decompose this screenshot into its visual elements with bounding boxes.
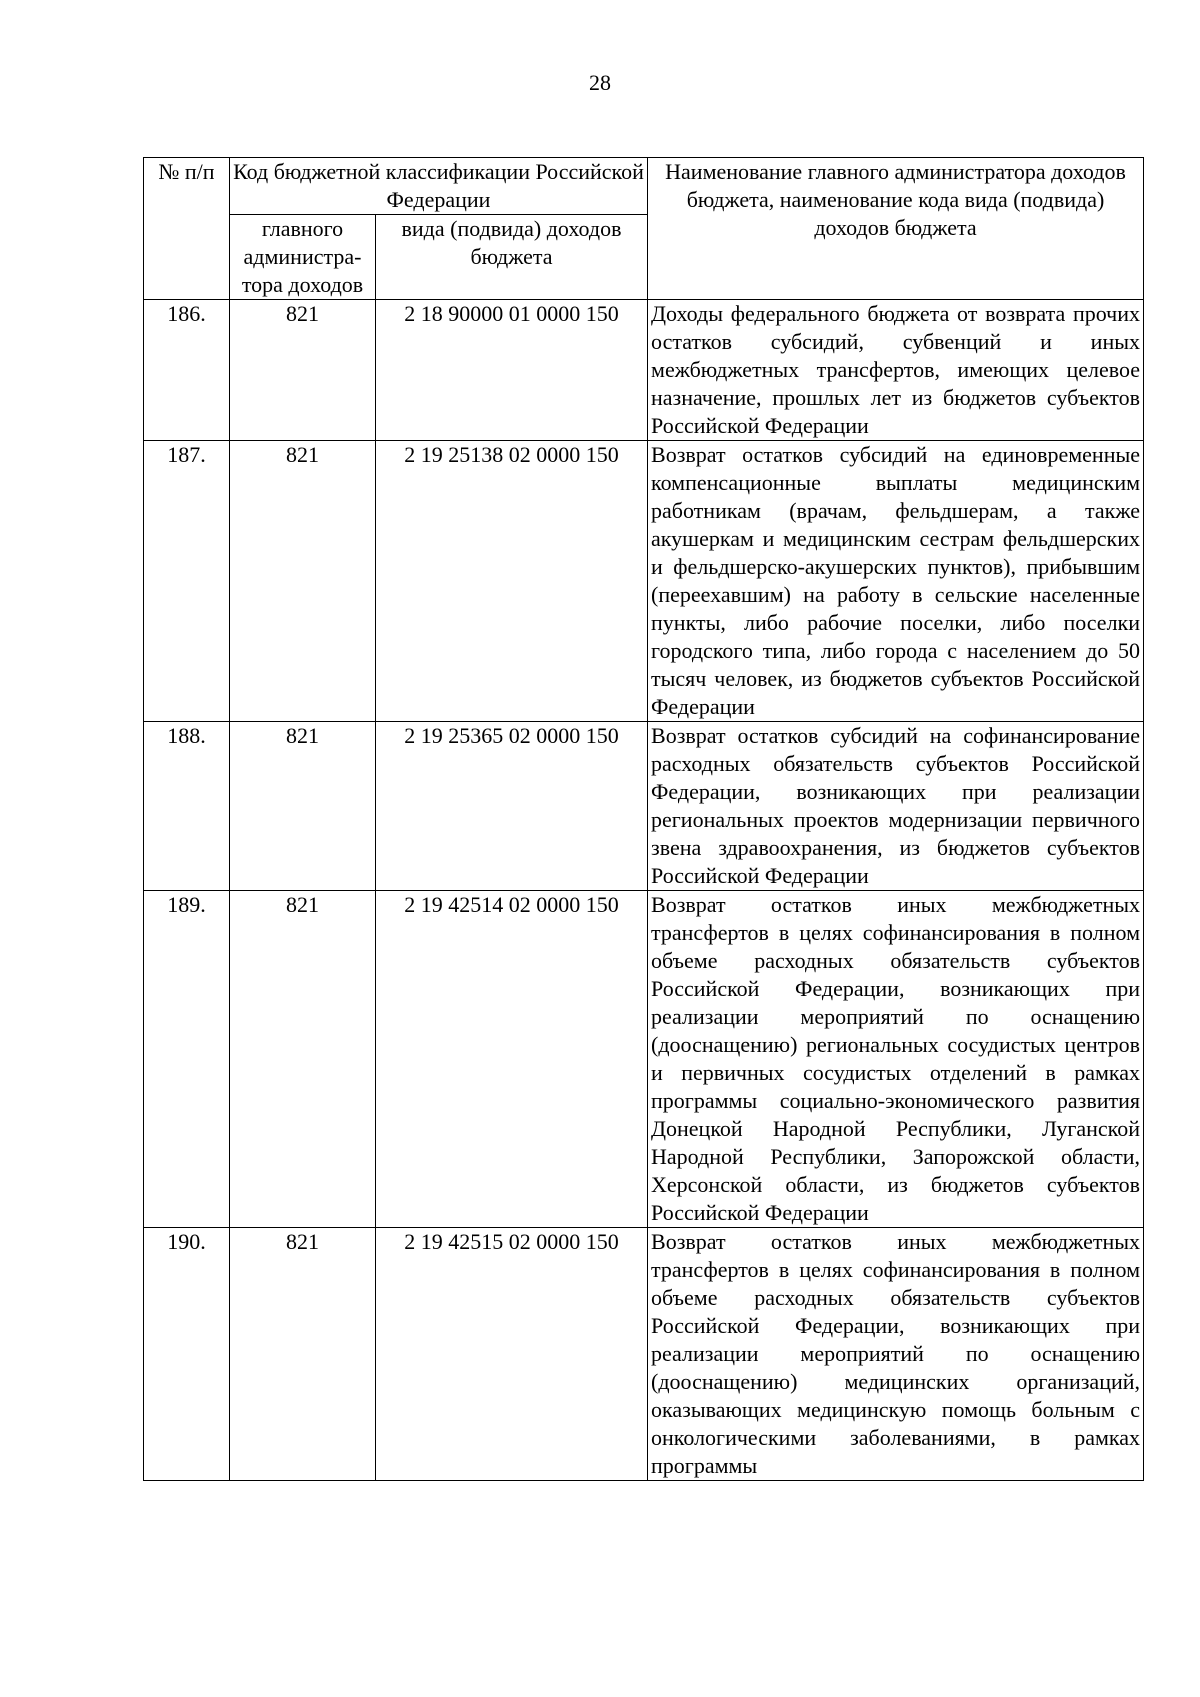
table-row <box>144 1228 1144 1481</box>
page-number: 28 <box>589 70 611 95</box>
table-header <box>144 158 1144 300</box>
table-row <box>144 300 1144 441</box>
header-kind: вида (подвида) доходов бюджета <box>376 215 648 300</box>
row-admin-code: 821 <box>230 891 376 1228</box>
row-admin-code: 821 <box>230 722 376 891</box>
row-name: Возврат остатков иных межбюджетных трансфертов в целях софинансирования в полном объеме расходных обязательств субъектов Российской Федерации, возникающих при реализации мероприятий по оснащению (дооснащению) региональных сосудистых центров и первичных сосудистых отделений в рамках программы социально-экономического развития Донецкой Народной Республики, Луганской Народной Республики, Запорожской области, Херсонской области, из бюджетов субъектов Российской Федерации <box>648 891 1144 1228</box>
row-number: 186. <box>144 300 230 441</box>
header-name: Наименование главного администратора доходов бюджета, наименование кода вида (подвида) доходов бюджета <box>648 158 1144 300</box>
budget-classification-table <box>143 157 1144 1481</box>
row-income-code: 2 19 42515 02 0000 150 <box>376 1228 648 1481</box>
row-number: 187. <box>144 441 230 722</box>
row-number: 190. <box>144 1228 230 1481</box>
header-code-group: Код бюджетной классификации Российской Федерации <box>230 158 648 215</box>
table-row <box>144 891 1144 1228</box>
row-admin-code: 821 <box>230 441 376 722</box>
row-admin-code: 821 <box>230 300 376 441</box>
row-name: Возврат остатков субсидий на единовременные компенсационные выплаты медицинским работникам (врачам, фельдшерам, а также акушеркам и медицинским сестрам фельдшерских и фельдшерско-акушерских пунктов), прибывшим (переехавшим) на работу в сельские населенные пункты, либо рабочие поселки, либо поселки городского типа, либо города с населением до 50 тысяч человек, из бюджетов субъектов Российской Федерации <box>648 441 1144 722</box>
header-number: № п/п <box>144 158 230 300</box>
table-row <box>144 441 1144 722</box>
row-income-code: 2 19 25138 02 0000 150 <box>376 441 648 722</box>
row-income-code: 2 19 25365 02 0000 150 <box>376 722 648 891</box>
row-name: Доходы федерального бюджета от возврата прочих остатков субсидий, субвенций и иных межбюджетных трансфертов, имеющих целевое назначение, прошлых лет из бюджетов субъектов Российской Федерации <box>648 300 1144 441</box>
row-income-code: 2 19 42514 02 0000 150 <box>376 891 648 1228</box>
table-row <box>144 722 1144 891</box>
table-body <box>144 300 1144 1481</box>
row-name: Возврат остатков субсидий на софинансирование расходных обязательств субъектов Российской Федерации, возникающих при реализации региональных проектов модернизации первичного звена здравоохранения, из бюджетов субъектов Российской Федерации <box>648 722 1144 891</box>
row-income-code: 2 18 90000 01 0000 150 <box>376 300 648 441</box>
row-name: Возврат остатков иных межбюджетных трансфертов в целях софинансирования в полном объеме расходных обязательств субъектов Российской Федерации, возникающих при реализации мероприятий по оснащению (дооснащению) медицинских организаций, оказывающих медицинскую помощь больным с онкологическими заболеваниями, в рамках программы <box>648 1228 1144 1481</box>
row-number: 189. <box>144 891 230 1228</box>
header-admin: главного администра-тора доходов <box>230 215 376 300</box>
row-admin-code: 821 <box>230 1228 376 1481</box>
row-number: 188. <box>144 722 230 891</box>
